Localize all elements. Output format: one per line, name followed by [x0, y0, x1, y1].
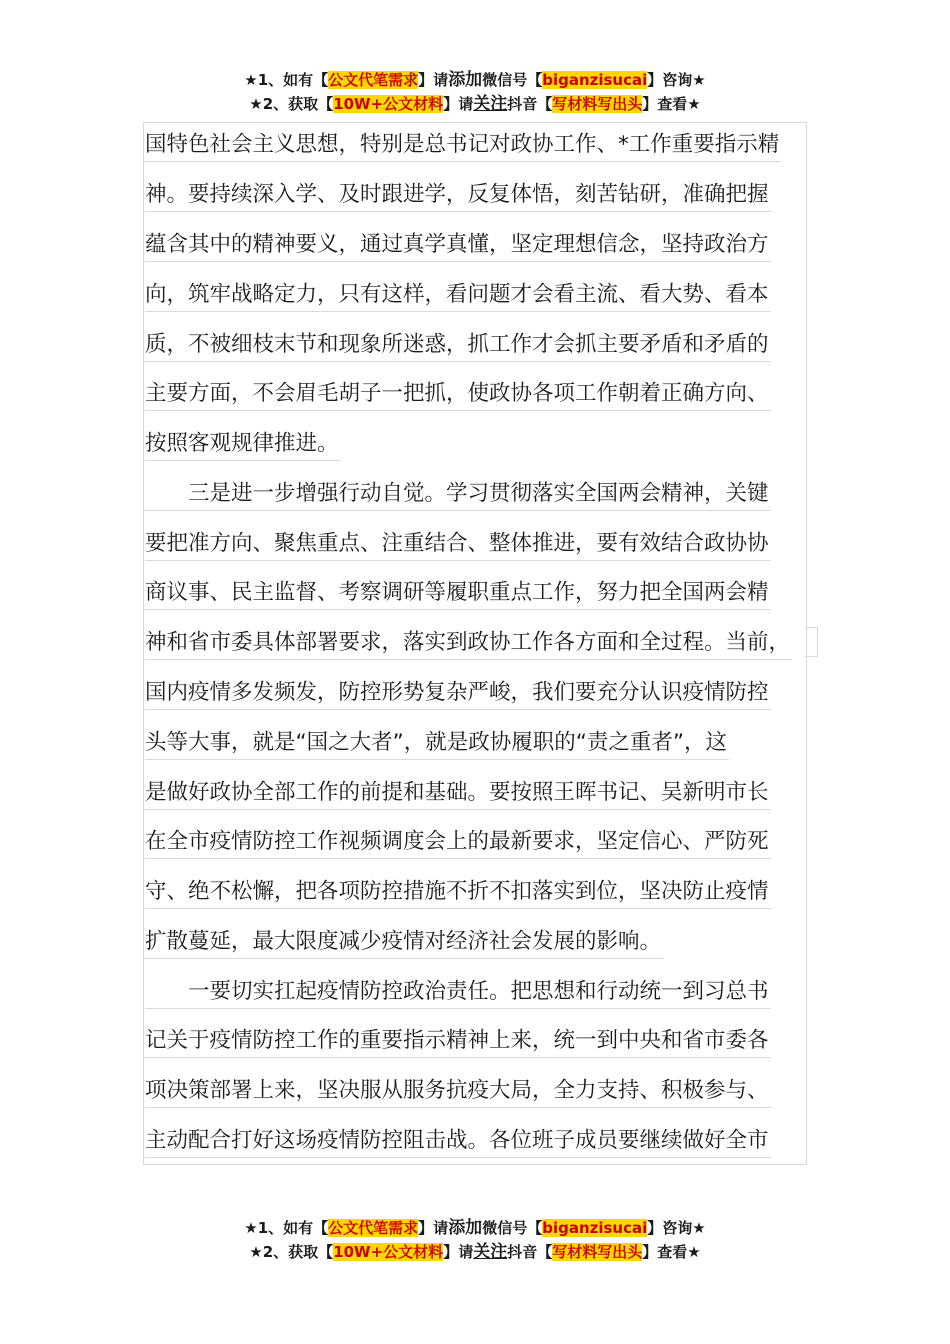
banner-emphasis: 关注 [473, 94, 508, 114]
margin-mark [805, 627, 818, 657]
banner-highlight: 10W+公文材料 [333, 95, 444, 113]
text-line: 神和省市委具体部署要求，落实到政协工作各方面和全过程。当前， [145, 627, 792, 660]
banner-emphasis: 添加 [448, 1218, 483, 1238]
header-banner [0, 68, 950, 116]
banner-text: 】请 [443, 1243, 474, 1261]
banner-text: 抖音【 [507, 1243, 553, 1261]
banner-wechat-id: biganzisucai [542, 1219, 648, 1237]
text-line: 要把准方向、聚焦重点、注重结合、整体推进，要有效结合政协协 [145, 528, 771, 561]
banner-text: 微信号【 [482, 71, 543, 89]
text-line: 记关于疫情防控工作的重要指示精神上来，统一到中央和省市委各 [145, 1025, 771, 1058]
banner-text: ★1、如有【 [244, 1219, 329, 1237]
banner-text: 】查看★ [642, 95, 701, 113]
banner-text: 】请 [443, 95, 474, 113]
banner-douyin-id: 写材料写出头 [552, 95, 643, 113]
banner-text: 】咨询★ [647, 71, 706, 89]
text-line: 质，不被细枝末节和现象所迷惑，抓工作才会抓主要矛盾和矛盾的 [145, 329, 771, 362]
text-line: 向，筑牢战略定力，只有这样，看问题才会看主流、看大势、看本 [145, 279, 771, 312]
banner-highlight: 10W+公文材料 [333, 1243, 444, 1261]
banner-highlight: 公文代笔需求 [328, 1219, 419, 1237]
banner-douyin-id: 写材料写出头 [552, 1243, 643, 1261]
banner-text: ★2、获取【 [249, 1243, 334, 1261]
banner-text: 微信号【 [482, 1219, 543, 1237]
text-line: 按照客观规律推进。 [145, 428, 341, 461]
text-line: 主动配合打好这场疫情防控阻击战。各位班子成员要继续做好全市 [145, 1125, 771, 1158]
text-line: 商议事、民主监督、考察调研等履职重点工作，努力把全国两会精 [145, 577, 771, 610]
text-line: 蕴含其中的精神要义，通过真学真懂，坚定理想信念，坚持政治方 [145, 229, 771, 262]
banner-emphasis: 添加 [448, 70, 483, 90]
banner-line-1 [0, 68, 950, 92]
text-line: 项决策部署上来，坚决服从服务抗疫大局，全力支持、积极参与、 [145, 1075, 771, 1108]
text-line: 是做好政协全部工作的前提和基础。要按照王晖书记、吴新明市长 [145, 777, 771, 810]
banner-text: 抖音【 [507, 95, 553, 113]
banner-wechat-id: biganzisucai [542, 71, 648, 89]
banner-text: 】请 [418, 71, 449, 89]
text-line: 守、绝不松懈，把各项防控措施不折不扣落实到位，坚决防止疫情 [145, 876, 771, 909]
banner-highlight: 公文代笔需求 [328, 71, 419, 89]
text-line: 在全市疫情防控工作视频调度会上的最新要求，坚定信心、严防死 [145, 826, 771, 859]
text-line: 国内疫情多发频发，防控形势复杂严峻，我们要充分认识疫情防控 [145, 677, 771, 710]
text-line: 一要切实扛起疫情防控政治责任。把思想和行动统一到习总书 [145, 976, 771, 1009]
text-line: 国特色社会主义思想，特别是总书记对政协工作、*工作重要指示精 [145, 129, 781, 162]
banner-text: 】请 [418, 1219, 449, 1237]
footer-banner [0, 1216, 950, 1264]
banner-text: ★2、获取【 [249, 95, 334, 113]
banner-line-1 [0, 1216, 950, 1240]
text-line: 三是进一步增强行动自觉。学习贯彻落实全国两会精神，关键 [145, 478, 771, 511]
text-line: 神。要持续深入学、及时跟进学，反复体悟，刻苦钻研，准确把握 [145, 179, 771, 212]
banner-emphasis: 关注 [473, 1242, 508, 1262]
text-line: 扩散蔓延，最大限度减少疫情对经济社会发展的影响。 [145, 926, 663, 959]
banner-line-2 [0, 1240, 950, 1264]
text-line: 头等大事，就是“国之大者”，就是政协履职的“责之重者”，这 [145, 727, 729, 760]
text-line: 主要方面，不会眉毛胡子一把抓，使政协各项工作朝着正确方向、 [145, 378, 771, 411]
banner-text: 】咨询★ [647, 1219, 706, 1237]
banner-text: ★1、如有【 [244, 71, 329, 89]
banner-line-2 [0, 92, 950, 116]
banner-text: 】查看★ [642, 1243, 701, 1261]
